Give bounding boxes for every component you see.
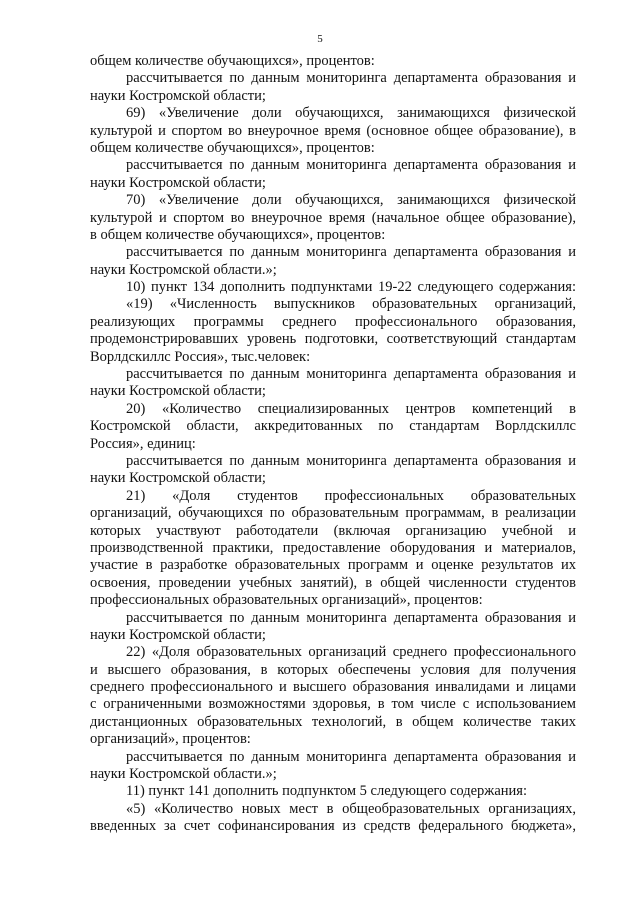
text-line: рассчитывается по данным мониторинга департамента образования и	[126, 609, 576, 626]
text-line: науки Костромской области;	[90, 87, 266, 104]
text-line: Ворлдскиллс Россия», тыс.человек:	[90, 348, 311, 365]
page-number: 5	[317, 33, 323, 45]
text-line: науки Костромской области;	[90, 174, 266, 191]
text-line: организаций», процентов:	[90, 731, 251, 748]
text-line: рассчитывается по данным мониторинга департамента образования и	[126, 157, 576, 174]
text-line: продемонстрировавших уровень подготовки, соответствующий стандартам	[90, 331, 576, 348]
text-line: Костромской области, аккредитованных по стандартам Ворлдскиллс	[90, 418, 576, 435]
text-line: с ограниченными возможностями здоровья, в том числе с использованием	[90, 696, 576, 713]
text-line: 11) пункт 141 дополнить подпунктом 5 следующего содержания:	[126, 783, 527, 800]
text-line: освоения, проведении учебных занятий), в общей численности студентов	[90, 574, 576, 591]
text-line: реализующих программы среднего профессионального образования,	[90, 313, 576, 330]
text-line: 70) «Увеличение доли обучающихся, занимающихся физической	[126, 192, 576, 209]
text-line: рассчитывается по данным мониторинга департамента образования и	[126, 244, 576, 261]
text-line: общем количестве обучающихся», процентов:	[90, 53, 375, 69]
text-line: науки Костромской области;	[90, 626, 266, 643]
text-line: в общем количестве обучающихся», процентов:	[90, 226, 386, 243]
text-line: дистанционных образовательных технологий, в общем количестве таких	[90, 713, 576, 730]
text-line: 10) пункт 134 дополнить подпунктами 19-22 следующего содержания:	[126, 279, 576, 296]
text-line: и высшего образования, в которых обеспечены условия для получения	[90, 661, 576, 678]
text-line: рассчитывается по данным мониторинга департамента образования и	[126, 70, 576, 87]
text-line: рассчитывается по данным мониторинга департамента образования и	[126, 366, 576, 383]
text-line: 69) «Увеличение доли обучающихся, занимающихся физической	[126, 105, 576, 122]
text-line: 20) «Количество специализированных центров компетенций в	[126, 400, 576, 417]
text-line: участие в разработке образовательных программ и оценке результатов их	[90, 557, 576, 574]
document-body	[90, 53, 576, 836]
text-line: производственной практики, предоставление оборудования и материалов,	[90, 539, 576, 556]
text-line: «19) «Численность выпускников образовательных организаций,	[126, 296, 576, 313]
text-line: науки Костромской области.»;	[90, 261, 277, 278]
text-line: Россия», единиц:	[90, 435, 196, 452]
text-line: профессиональных образовательных организаций», процентов:	[90, 592, 483, 609]
text-line: 22) «Доля образовательных организаций среднего профессионального	[126, 644, 576, 661]
text-line: науки Костромской области;	[90, 470, 266, 487]
text-line: введенных за счет софинансирования из средств федерального бюджета»,	[90, 818, 576, 835]
text-line: рассчитывается по данным мониторинга департамента образования и	[126, 748, 576, 765]
text-line: науки Костромской области.»;	[90, 766, 277, 783]
text-line: культурой и спортом во внеурочное время (основное общее образование), в	[90, 122, 576, 139]
text-line: 21) «Доля студентов профессиональных образовательных	[126, 487, 576, 504]
text-line: «5) «Количество новых мест в общеобразовательных организациях,	[126, 800, 576, 817]
text-line: рассчитывается по данным мониторинга департамента образования и	[126, 452, 576, 469]
text-line: среднего профессионального и высшего образования инвалидами и лицами	[90, 679, 576, 696]
text-line: организаций, обучающихся по образовательным программам, в реализации	[90, 505, 576, 522]
text-line: науки Костромской области;	[90, 383, 266, 400]
text-line: общем количестве обучающихся», процентов:	[90, 139, 375, 156]
text-line: культурой и спортом во внеурочное время (начальное общее образование),	[90, 209, 576, 226]
text-line: которых участвуют работодатели (включая организацию учебной и	[90, 522, 576, 539]
